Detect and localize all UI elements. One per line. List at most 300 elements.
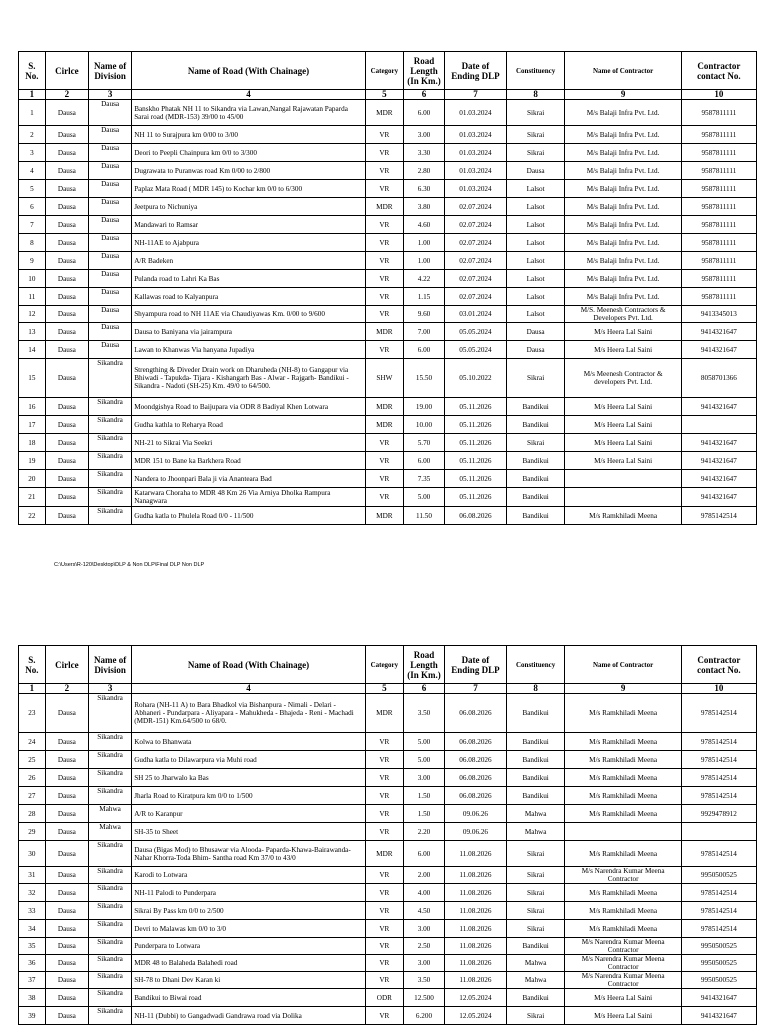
cell-contact: 9785142514 (681, 769, 756, 787)
cell-sno: 8 (19, 234, 46, 252)
cell-division: Sikandra (88, 488, 131, 507)
col-header-circle: Cirlce (45, 52, 88, 90)
cell-length: 4.00 (403, 884, 444, 902)
cell-contractor: M/s Heera Lal Saini (565, 341, 681, 359)
cell-contact: 9587811111 (681, 288, 756, 306)
table-row (19, 920, 757, 938)
cell-contractor: M/s Balaji Infra Pvt. Ltd. (565, 234, 681, 252)
table-row (19, 938, 757, 955)
cell-division: Dausa (88, 180, 131, 198)
cell-contact: 9414321647 (681, 488, 756, 507)
cell-contractor: M/s Balaji Infra Pvt. Ltd. (565, 100, 681, 126)
table-row (19, 198, 757, 216)
cell-sno: 30 (19, 841, 46, 867)
cell-category: VR (365, 216, 403, 234)
col-number: 7 (445, 90, 507, 100)
cell-division: Sikandra (88, 434, 131, 452)
cell-road-name: A/R to Karanpur (132, 805, 366, 823)
cell-category: VR (365, 234, 403, 252)
col-number: 6 (403, 684, 444, 694)
col-header-division: Name of Division (88, 52, 131, 90)
cell-dlp-date: 09.06.26 (445, 805, 507, 823)
table-row (19, 694, 757, 733)
cell-circle: Dausa (45, 162, 88, 180)
cell-sno: 22 (19, 507, 46, 525)
cell-constituency: Bandikui (506, 488, 565, 507)
cell-circle: Dausa (45, 234, 88, 252)
col-number: 4 (132, 90, 366, 100)
cell-constituency: Lalsot (506, 270, 565, 288)
cell-length: 4.22 (403, 270, 444, 288)
cell-division: Sikandra (88, 452, 131, 470)
cell-sno: 39 (19, 1007, 46, 1025)
cell-category: VR (365, 769, 403, 787)
col-header-contact: Contractor contact No. (681, 52, 756, 90)
cell-category: MDR (365, 100, 403, 126)
cell-road-name: Bandikui to Biwai road (132, 989, 366, 1007)
cell-road-name: Jeetpura to Nichuniya (132, 198, 366, 216)
cell-division: Dausa (88, 270, 131, 288)
table-row (19, 867, 757, 884)
cell-circle: Dausa (45, 198, 88, 216)
cell-contractor: M/s Balaji Infra Pvt. Ltd. (565, 180, 681, 198)
cell-road-name: MDR 151 to Bane ka Barkhera Road (132, 452, 366, 470)
cell-road-name: Dausa to Baniyana via jairampura (132, 323, 366, 341)
cell-constituency: Lalsot (506, 288, 565, 306)
cell-dlp-date: 11.08.2026 (445, 938, 507, 955)
col-number: 10 (681, 684, 756, 694)
cell-length: 9.60 (403, 306, 444, 323)
cell-road-name: NH-11 Palodi to Punderpara (132, 884, 366, 902)
cell-category: MDR (365, 841, 403, 867)
cell-contractor: M/s Heera Lal Saini (565, 1007, 681, 1025)
col-number: 4 (132, 684, 366, 694)
cell-length: 10.00 (403, 416, 444, 434)
cell-dlp-date: 06.08.2026 (445, 694, 507, 733)
cell-category: MDR (365, 416, 403, 434)
cell-category: VR (365, 452, 403, 470)
cell-contractor (565, 488, 681, 507)
cell-road-name: NH-11 (Dubbi) to Gangadwadi Gandrawa road via Dolika (132, 1007, 366, 1025)
cell-contractor: M/s Ramkhiladi Meena (565, 733, 681, 751)
cell-sno: 38 (19, 989, 46, 1007)
cell-constituency: Bandikui (506, 398, 565, 416)
col-number: 2 (45, 90, 88, 100)
cell-constituency: Bandikui (506, 452, 565, 470)
cell-road-name: Moondgishya Road to Baijupara via ODR 8 Badiyal Khen Lotwara (132, 398, 366, 416)
cell-contact: 9414321647 (681, 434, 756, 452)
cell-circle: Dausa (45, 270, 88, 288)
cell-constituency: Lalsot (506, 252, 565, 270)
cell-road-name: Mandawari to Ramsar (132, 216, 366, 234)
cell-contact: 9587811111 (681, 144, 756, 162)
cell-contact: 9950500525 (681, 938, 756, 955)
cell-dlp-date: 02.07.2024 (445, 198, 507, 216)
cell-category: VR (365, 955, 403, 972)
cell-dlp-date: 05.11.2026 (445, 470, 507, 488)
cell-circle: Dausa (45, 416, 88, 434)
cell-sno: 25 (19, 751, 46, 769)
cell-contractor: M/s Ramkhiladi Meena (565, 787, 681, 805)
cell-contact: 9587811111 (681, 162, 756, 180)
cell-length: 3.00 (403, 955, 444, 972)
cell-dlp-date: 02.07.2024 (445, 252, 507, 270)
col-header-contact: Contractor contact No. (681, 646, 756, 684)
cell-sno: 21 (19, 488, 46, 507)
cell-constituency: Bandikui (506, 938, 565, 955)
cell-category: VR (365, 288, 403, 306)
cell-contractor: M/s Ramkhiladi Meena (565, 841, 681, 867)
cell-contractor: M/s Balaji Infra Pvt. Ltd. (565, 270, 681, 288)
cell-constituency: Dausa (506, 162, 565, 180)
col-header-sno: S. No. (19, 52, 46, 90)
cell-circle: Dausa (45, 938, 88, 955)
cell-dlp-date: 06.08.2026 (445, 787, 507, 805)
cell-division: Sikandra (88, 733, 131, 751)
cell-circle: Dausa (45, 733, 88, 751)
cell-division: Mahwa (88, 823, 131, 841)
cell-dlp-date: 11.08.2026 (445, 902, 507, 920)
cell-division: Sikandra (88, 416, 131, 434)
cell-constituency: Lalsot (506, 180, 565, 198)
cell-constituency: Mahwa (506, 823, 565, 841)
cell-circle: Dausa (45, 252, 88, 270)
cell-category: VR (365, 162, 403, 180)
cell-road-name: A/R Badeken (132, 252, 366, 270)
cell-division: Dausa (88, 144, 131, 162)
cell-circle: Dausa (45, 507, 88, 525)
cell-division: Sikandra (88, 694, 131, 733)
cell-circle: Dausa (45, 144, 88, 162)
cell-dlp-date: 11.08.2026 (445, 884, 507, 902)
cell-length: 7.35 (403, 470, 444, 488)
cell-contact: 9414321647 (681, 470, 756, 488)
cell-road-name: Strengthing & Diveder Drain work on Dharuheda (NH-8) to Gangapur via Bhiwadi - Tapukda- Tijara - Kishangarh Bas - Alwar - Rajgarh- Bandikui - Sikandra - Nadoti (SH-25) Km. 49/0 to 64/500. (132, 359, 366, 398)
cell-length: 11.50 (403, 507, 444, 525)
cell-length: 6.200 (403, 1007, 444, 1025)
cell-contact: 9587811111 (681, 180, 756, 198)
cell-sno: 10 (19, 270, 46, 288)
table-row (19, 989, 757, 1007)
cell-road-name: Paplaz Mata Road ( MDR 145) to Kochar km 0/0 to 6/300 (132, 180, 366, 198)
cell-circle: Dausa (45, 920, 88, 938)
cell-length: 4.60 (403, 216, 444, 234)
cell-constituency: Mahwa (506, 955, 565, 972)
cell-constituency: Sikrai (506, 867, 565, 884)
cell-contact: 9785142514 (681, 751, 756, 769)
cell-constituency: Sikrai (506, 902, 565, 920)
cell-length: 3.00 (403, 126, 444, 144)
cell-category: VR (365, 1007, 403, 1025)
cell-contact: 9587811111 (681, 198, 756, 216)
cell-category: VR (365, 488, 403, 507)
cell-sno: 6 (19, 198, 46, 216)
col-number: 8 (506, 90, 565, 100)
cell-division: Sikandra (88, 769, 131, 787)
cell-contact: 9785142514 (681, 884, 756, 902)
cell-contact: 9785142514 (681, 841, 756, 867)
cell-circle: Dausa (45, 341, 88, 359)
cell-constituency: Lalsot (506, 306, 565, 323)
cell-category: VR (365, 306, 403, 323)
table-row (19, 805, 757, 823)
cell-contact: 9785142514 (681, 920, 756, 938)
cell-category: VR (365, 823, 403, 841)
cell-sno: 14 (19, 341, 46, 359)
cell-dlp-date: 02.07.2024 (445, 270, 507, 288)
cell-circle: Dausa (45, 452, 88, 470)
cell-dlp-date: 05.11.2026 (445, 434, 507, 452)
cell-division: Sikandra (88, 902, 131, 920)
cell-contact: 9785142514 (681, 694, 756, 733)
cell-road-name: Kallawas road to Kalyanpura (132, 288, 366, 306)
cell-contact: 9414321647 (681, 989, 756, 1007)
cell-division: Mahwa (88, 805, 131, 823)
table-row (19, 884, 757, 902)
col-header-division: Name of Division (88, 646, 131, 684)
cell-sno: 15 (19, 359, 46, 398)
cell-dlp-date: 01.03.2024 (445, 126, 507, 144)
cell-road-name: Shyampura road to NH 11AE via Chaudiyawas Km. 0/00 to 9/600 (132, 306, 366, 323)
cell-contractor: M/s Heera Lal Saini (565, 989, 681, 1007)
cell-dlp-date: 02.07.2024 (445, 234, 507, 252)
cell-road-name: Devri to Malawas km 0/0 to 3/0 (132, 920, 366, 938)
cell-sno: 16 (19, 398, 46, 416)
cell-division: Dausa (88, 341, 131, 359)
cell-category: VR (365, 144, 403, 162)
cell-constituency: Lalsot (506, 234, 565, 252)
cell-contractor: M/s Narendra Kumar Meena Contractor (565, 972, 681, 989)
cell-road-name: Jharla Road to Kiratpura km 0/0 to 1/500 (132, 787, 366, 805)
col-header-category: Category (365, 646, 403, 684)
cell-constituency: Sikrai (506, 841, 565, 867)
table-row (19, 288, 757, 306)
cell-length: 2.80 (403, 162, 444, 180)
cell-contractor: M/s Balaji Infra Pvt. Ltd. (565, 252, 681, 270)
cell-contractor: M/s Heera Lal Saini (565, 434, 681, 452)
cell-division: Sikandra (88, 507, 131, 525)
cell-length: 15.50 (403, 359, 444, 398)
cell-dlp-date: 02.07.2024 (445, 216, 507, 234)
cell-category: MDR (365, 323, 403, 341)
col-number: 6 (403, 90, 444, 100)
cell-division: Sikandra (88, 955, 131, 972)
cell-division: Dausa (88, 100, 131, 126)
cell-length: 1.00 (403, 234, 444, 252)
cell-contractor: M/s Ramkhiladi Meena (565, 805, 681, 823)
table-row (19, 769, 757, 787)
cell-category: VR (365, 341, 403, 359)
table-row (19, 144, 757, 162)
cell-circle: Dausa (45, 434, 88, 452)
cell-sno: 34 (19, 920, 46, 938)
cell-length: 3.00 (403, 920, 444, 938)
col-header-dlp: Date of Ending DLP (445, 52, 507, 90)
cell-circle: Dausa (45, 805, 88, 823)
cell-circle: Dausa (45, 100, 88, 126)
cell-contractor: M/s Balaji Infra Pvt. Ltd. (565, 216, 681, 234)
col-header-constituency: Constituency (506, 52, 565, 90)
cell-circle: Dausa (45, 867, 88, 884)
cell-contact: 9785142514 (681, 787, 756, 805)
cell-length: 12.500 (403, 989, 444, 1007)
col-header-constituency: Constituency (506, 646, 565, 684)
cell-length: 1.50 (403, 805, 444, 823)
cell-length: 5.70 (403, 434, 444, 452)
cell-contact (681, 823, 756, 841)
cell-contractor: M/s Heera Lal Saini (565, 452, 681, 470)
file-path-footer: C:\Users\R-120\Desktop\DLP & Non DLP\Final DLP Non DLP (54, 562, 205, 568)
table-row (19, 398, 757, 416)
cell-sno: 32 (19, 884, 46, 902)
cell-sno: 4 (19, 162, 46, 180)
cell-road-name: Lawan to Khanwas Via hanyana Jupadiya (132, 341, 366, 359)
cell-category: VR (365, 938, 403, 955)
cell-dlp-date: 05.11.2026 (445, 416, 507, 434)
cell-length: 6.00 (403, 100, 444, 126)
cell-sno: 17 (19, 416, 46, 434)
table-row (19, 341, 757, 359)
cell-sno: 13 (19, 323, 46, 341)
cell-length: 7.00 (403, 323, 444, 341)
cell-sno: 20 (19, 470, 46, 488)
cell-road-name: Dausa (Bigas Mod) to Bhusawar via Alooda- Paparda-Khawa-Bairawanda-Nahar Khorra-Toda Bhim- Santha road Km 37/0 to 43/0 (132, 841, 366, 867)
col-header-category: Category (365, 52, 403, 90)
cell-road-name: SH-78 to Dhani Dev Karan ki (132, 972, 366, 989)
cell-division: Sikandra (88, 938, 131, 955)
cell-dlp-date: 06.08.2026 (445, 769, 507, 787)
cell-category: VR (365, 884, 403, 902)
cell-sno: 33 (19, 902, 46, 920)
table-row (19, 823, 757, 841)
cell-contact: 9414321647 (681, 452, 756, 470)
cell-category: VR (365, 805, 403, 823)
cell-circle: Dausa (45, 488, 88, 507)
col-number: 3 (88, 684, 131, 694)
cell-contact: 9587811111 (681, 216, 756, 234)
table-row (19, 733, 757, 751)
table-row (19, 751, 757, 769)
cell-circle: Dausa (45, 306, 88, 323)
cell-contractor: M/s Ramkhiladi Meena (565, 920, 681, 938)
cell-sno: 12 (19, 306, 46, 323)
table-row (19, 180, 757, 198)
cell-division: Dausa (88, 252, 131, 270)
cell-sno: 27 (19, 787, 46, 805)
cell-circle: Dausa (45, 126, 88, 144)
cell-road-name: Banskho Phatak NH 11 to Sikandra via Lawan,Nangal Rajawatan Paparda Sarai road (MDR-153) 39/00 to 45/00 (132, 100, 366, 126)
cell-category: MDR (365, 694, 403, 733)
cell-road-name: MDR 48 to Balaheda Balahedi road (132, 955, 366, 972)
col-number: 5 (365, 90, 403, 100)
table-body-page-2 (19, 694, 757, 1025)
cell-category: VR (365, 180, 403, 198)
col-number: 7 (445, 684, 507, 694)
cell-category: VR (365, 126, 403, 144)
cell-constituency: Bandikui (506, 470, 565, 488)
table-row (19, 507, 757, 525)
cell-road-name: Nandera to Jhoonpari Bala ji via Ananteara Bad (132, 470, 366, 488)
cell-length: 1.50 (403, 787, 444, 805)
cell-contact: 9413345013 (681, 306, 756, 323)
cell-category: VR (365, 252, 403, 270)
cell-circle: Dausa (45, 751, 88, 769)
cell-constituency: Bandikui (506, 733, 565, 751)
cell-division: Sikandra (88, 841, 131, 867)
cell-contractor: M/s Heera Lal Saini (565, 398, 681, 416)
cell-road-name: SH 25 to Jharwalo ka Bas (132, 769, 366, 787)
cell-constituency: Mahwa (506, 805, 565, 823)
cell-category: VR (365, 733, 403, 751)
cell-contact: 9785142514 (681, 507, 756, 525)
cell-division: Dausa (88, 162, 131, 180)
cell-dlp-date: 05.05.2024 (445, 341, 507, 359)
table-row (19, 162, 757, 180)
col-header-contractor: Name of Contractor (565, 646, 681, 684)
table-row (19, 216, 757, 234)
cell-dlp-date: 01.03.2024 (445, 162, 507, 180)
cell-category: VR (365, 972, 403, 989)
cell-road-name: Sikrai By Pass km 0/0 to 2/500 (132, 902, 366, 920)
cell-sno: 24 (19, 733, 46, 751)
cell-contact: 9950500525 (681, 955, 756, 972)
col-number: 2 (45, 684, 88, 694)
cell-road-name: Karodi to Lotwara (132, 867, 366, 884)
cell-length: 6.30 (403, 180, 444, 198)
table-row (19, 416, 757, 434)
cell-dlp-date: 06.08.2026 (445, 751, 507, 769)
cell-road-name: Gudha katla to Phulela Road 0/0 - 11/500 (132, 507, 366, 525)
cell-contractor: M/s Heera Lal Saini (565, 416, 681, 434)
cell-contractor: M/s Narendra Kumar Meena Contractor (565, 955, 681, 972)
col-number: 10 (681, 90, 756, 100)
cell-dlp-date: 12.05.2024 (445, 989, 507, 1007)
cell-dlp-date: 11.08.2026 (445, 955, 507, 972)
cell-sno: 23 (19, 694, 46, 733)
cell-category: MDR (365, 198, 403, 216)
cell-division: Sikandra (88, 972, 131, 989)
cell-length: 6.00 (403, 341, 444, 359)
cell-division: Sikandra (88, 867, 131, 884)
cell-dlp-date: 05.10.2022 (445, 359, 507, 398)
cell-category: MDR (365, 507, 403, 525)
cell-contact: 9414321647 (681, 1007, 756, 1025)
cell-dlp-date: 06.08.2026 (445, 733, 507, 751)
cell-constituency: Sikrai (506, 1007, 565, 1025)
cell-constituency: Sikrai (506, 100, 565, 126)
cell-length: 5.00 (403, 733, 444, 751)
column-number-row (19, 684, 757, 694)
cell-division: Sikandra (88, 470, 131, 488)
cell-road-name: NH-11AE to Ajabpura (132, 234, 366, 252)
cell-division: Sikandra (88, 751, 131, 769)
col-header-length: Road Length (In Km.) (403, 52, 444, 90)
cell-constituency: Bandikui (506, 769, 565, 787)
table-header-row (19, 52, 757, 90)
cell-constituency: Lalsot (506, 216, 565, 234)
cell-dlp-date: 11.08.2026 (445, 972, 507, 989)
cell-dlp-date: 11.08.2026 (445, 920, 507, 938)
col-number: 5 (365, 684, 403, 694)
table-row (19, 452, 757, 470)
cell-circle: Dausa (45, 841, 88, 867)
cell-circle: Dausa (45, 1007, 88, 1025)
cell-contractor: M/s Ramkhiladi Meena (565, 884, 681, 902)
cell-circle: Dausa (45, 180, 88, 198)
cell-length: 2.50 (403, 938, 444, 955)
column-number-row (19, 90, 757, 100)
cell-road-name: Gudha kathla to Reharya Road (132, 416, 366, 434)
